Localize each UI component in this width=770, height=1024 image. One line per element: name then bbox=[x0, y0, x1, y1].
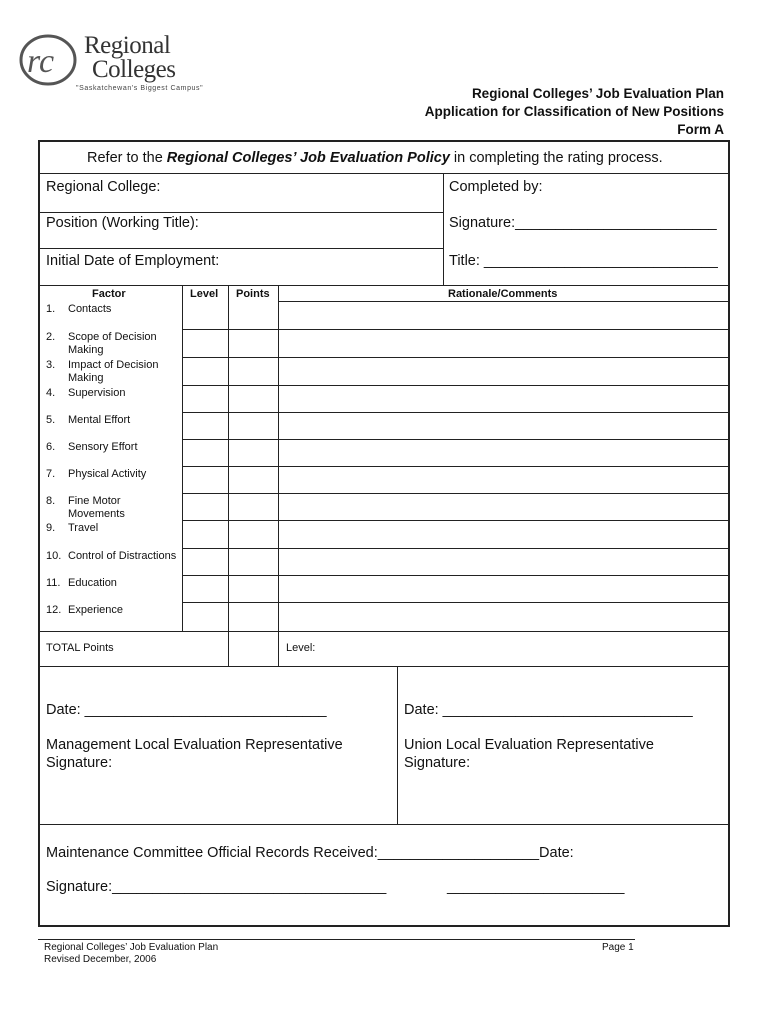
factor-name: Control of Distractions bbox=[68, 550, 177, 562]
factor-name: Travel bbox=[68, 522, 99, 534]
row-divider bbox=[182, 602, 730, 603]
maintenance-signature-field[interactable]: Signature:__________________________________ bbox=[46, 879, 387, 895]
level-header: Level bbox=[190, 288, 219, 300]
mgmt-signature-field[interactable]: Signature: bbox=[46, 755, 113, 771]
total-points-label: TOTAL Points bbox=[46, 642, 114, 654]
factor-number: 11. bbox=[46, 577, 61, 589]
regional-college-field[interactable]: Regional College: bbox=[46, 179, 161, 195]
logo-tagline: "Saskatchewan's Biggest Campus" bbox=[76, 85, 204, 92]
intro-before: Refer to the bbox=[87, 150, 167, 166]
union-rep-label: Union Local Evaluation Representative bbox=[404, 737, 654, 753]
factor-name: Education bbox=[68, 577, 117, 589]
signature-field[interactable]: Signature:_________________________ bbox=[449, 215, 717, 231]
svg-text:rc: rc bbox=[27, 43, 55, 80]
regional-colleges-logo bbox=[16, 30, 204, 100]
factor-name: Contacts bbox=[68, 303, 112, 315]
row-divider bbox=[182, 493, 730, 494]
factor-name: Mental Effort bbox=[68, 414, 131, 426]
factor-name: Supervision bbox=[68, 387, 126, 399]
factor-name: Sensory Effort bbox=[68, 441, 138, 453]
factor-header: Factor bbox=[92, 288, 126, 300]
row-divider bbox=[182, 520, 730, 521]
factor-number: 12. bbox=[46, 604, 62, 616]
policy-name: Regional Colleges’ Job Evaluation Policy bbox=[166, 150, 450, 166]
maintenance-received-field[interactable]: Maintenance Committee Official Records Received:____________________Date: bbox=[46, 845, 574, 861]
maintenance-date-line[interactable]: ______________________ bbox=[447, 879, 625, 895]
factor-name: Scope of Decision Making bbox=[68, 331, 157, 356]
factor-name: Experience bbox=[68, 604, 124, 616]
row-divider bbox=[182, 329, 730, 330]
initial-date-field[interactable]: Initial Date of Employment: bbox=[46, 253, 220, 269]
union-signature-field[interactable]: Signature: bbox=[404, 755, 471, 771]
factor-number: 3. bbox=[46, 359, 56, 371]
factor-name: Fine Motor Movements bbox=[68, 495, 125, 520]
row-divider bbox=[182, 412, 730, 413]
factor-name: Impact of Decision Making bbox=[68, 359, 159, 384]
logo-line-2: Colleges bbox=[92, 56, 176, 83]
intro-after: in completing the rating process. bbox=[449, 150, 663, 166]
union-date-field[interactable]: Date: _______________________________ bbox=[404, 702, 693, 718]
evaluation-form bbox=[38, 140, 730, 927]
rc-logo-icon bbox=[18, 32, 80, 88]
row-divider bbox=[182, 357, 730, 358]
plan-title: Regional Colleges’ Job Evaluation Plan bbox=[471, 86, 724, 101]
page-number: Page 1 bbox=[602, 942, 634, 953]
mgmt-rep-label: Management Local Evaluation Representative bbox=[46, 737, 343, 753]
points-header: Points bbox=[236, 288, 270, 300]
factor-number: 10. bbox=[46, 550, 62, 562]
factor-number: 8. bbox=[46, 495, 56, 507]
row-divider bbox=[182, 548, 730, 549]
level-label: Level: bbox=[286, 642, 316, 654]
factor-number: 7. bbox=[46, 468, 56, 480]
factor-name: Physical Activity bbox=[68, 468, 147, 480]
footer-revised: Revised December, 2006 bbox=[44, 954, 157, 965]
factor-number: 6. bbox=[46, 441, 56, 453]
title-field[interactable]: Title: _____________________________ bbox=[449, 253, 718, 269]
factor-number: 1. bbox=[46, 303, 56, 315]
form-label: Form A bbox=[677, 122, 724, 137]
factor-number: 5. bbox=[46, 414, 56, 426]
row-divider bbox=[182, 385, 730, 386]
rationale-header: Rationale/Comments bbox=[448, 288, 558, 300]
factor-number: 2. bbox=[46, 331, 56, 343]
row-divider bbox=[182, 575, 730, 576]
logo-line-1: Regional bbox=[84, 32, 171, 59]
factor-number: 4. bbox=[46, 387, 56, 399]
row-divider bbox=[182, 439, 730, 440]
position-title-field[interactable]: Position (Working Title): bbox=[46, 215, 199, 231]
intro-text bbox=[87, 150, 663, 166]
form-subtitle: Application for Classification of New Positions bbox=[424, 104, 724, 119]
factor-number: 9. bbox=[46, 522, 56, 534]
completed-by-field[interactable]: Completed by: bbox=[449, 179, 543, 195]
footer-plan-name: Regional Colleges’ Job Evaluation Plan bbox=[44, 942, 219, 953]
row-divider bbox=[182, 466, 730, 467]
mgmt-date-field[interactable]: Date: ______________________________ bbox=[46, 702, 327, 718]
